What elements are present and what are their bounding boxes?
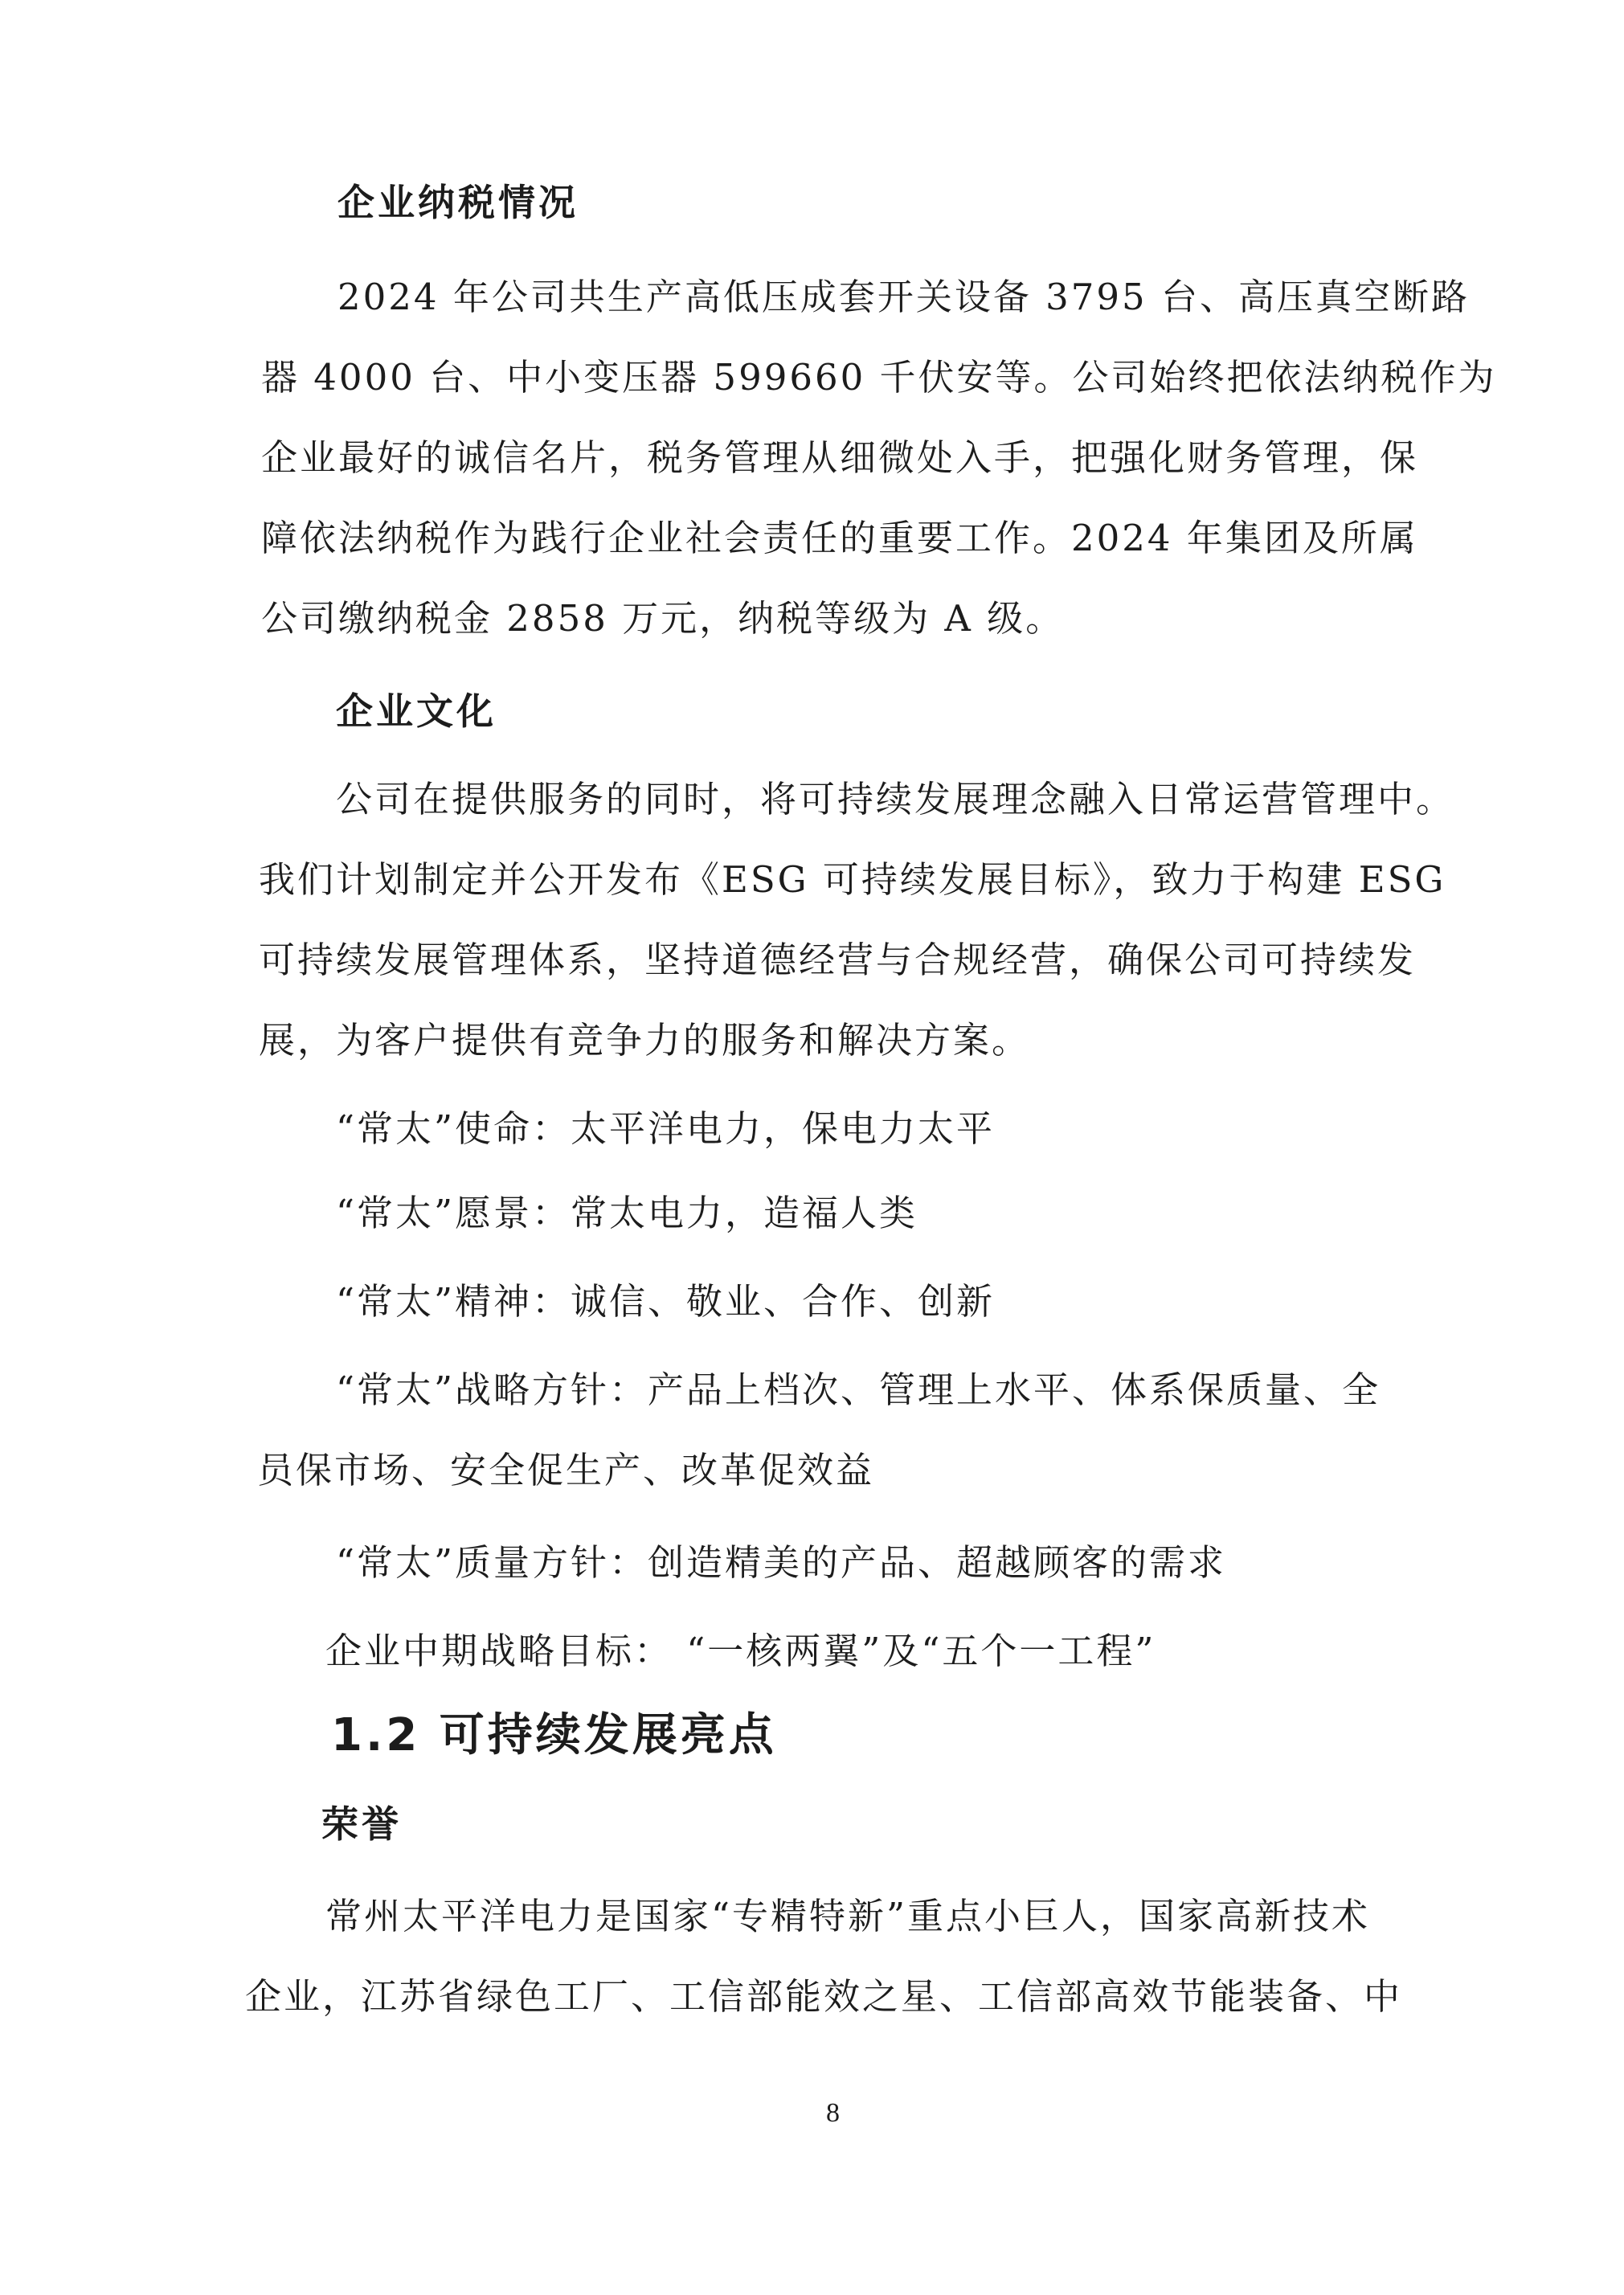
culture-quality: “常太”质量方针：创造精美的产品、超越顾客的需求 [336, 1541, 1227, 1584]
tax-line-4: 障依法纳税作为践行企业社会责任的重要工作。2024 年集团及所属 [261, 517, 1418, 559]
culture-vision: “常太”愿景：常太电力，造福人类 [336, 1192, 918, 1234]
culture-goal: 企业中期战略目标： “一核两翼”及“五个一工程” [325, 1630, 1156, 1672]
section-heading-highlights: 1.2 可持续发展亮点 [331, 1709, 777, 1761]
culture-strategy-line-1: “常太”战略方针：产品上档次、管理上水平、体系保质量、全 [336, 1368, 1381, 1411]
culture-line-3: 可持续发展管理体系，坚持道德经营与合规经营，确保公司可持续发 [259, 939, 1417, 981]
honor-line-1: 常州太平洋电力是国家“专精特新”重点小巨人，国家高新技术 [325, 1895, 1371, 1937]
culture-line-4: 展，为客户提供有竞争力的服务和解决方案。 [259, 1019, 1031, 1062]
tax-line-1: 2024 年公司共生产高低压成套开关设备 3795 台、高压真空断路 [337, 276, 1470, 318]
page-number: 8 [826, 2098, 840, 2128]
culture-mission: “常太”使命：太平洋电力，保电力太平 [336, 1107, 996, 1150]
honor-line-2: 企业，江苏省绿色工厂、工信部能效之星、工信部高效节能装备、中 [245, 1975, 1403, 2018]
tax-line-3: 企业最好的诚信名片，税务管理从细微处入手，把强化财务管理，保 [261, 436, 1419, 479]
tax-line-2: 器 4000 台、中小变压器 599660 千伏安等。公司始终把依法纳税作为 [261, 356, 1497, 399]
honor-heading: 荣誉 [321, 1802, 402, 1846]
tax-line-5: 公司缴纳税金 2858 万元，纳税等级为 A 级。 [261, 597, 1065, 640]
tax-heading: 企业纳税情况 [337, 181, 579, 224]
culture-line-1: 公司在提供服务的同时，将可持续发展理念融入日常运营管理中。 [336, 778, 1455, 820]
culture-strategy-line-2: 员保市场、安全促生产、改革促效益 [257, 1449, 875, 1491]
culture-spirit: “常太”精神：诚信、敬业、合作、创新 [336, 1280, 996, 1323]
culture-line-2: 我们计划制定并公开发布《ESG 可持续发展目标》，致力于构建 ESG [259, 858, 1446, 901]
culture-heading: 企业文化 [336, 689, 497, 733]
